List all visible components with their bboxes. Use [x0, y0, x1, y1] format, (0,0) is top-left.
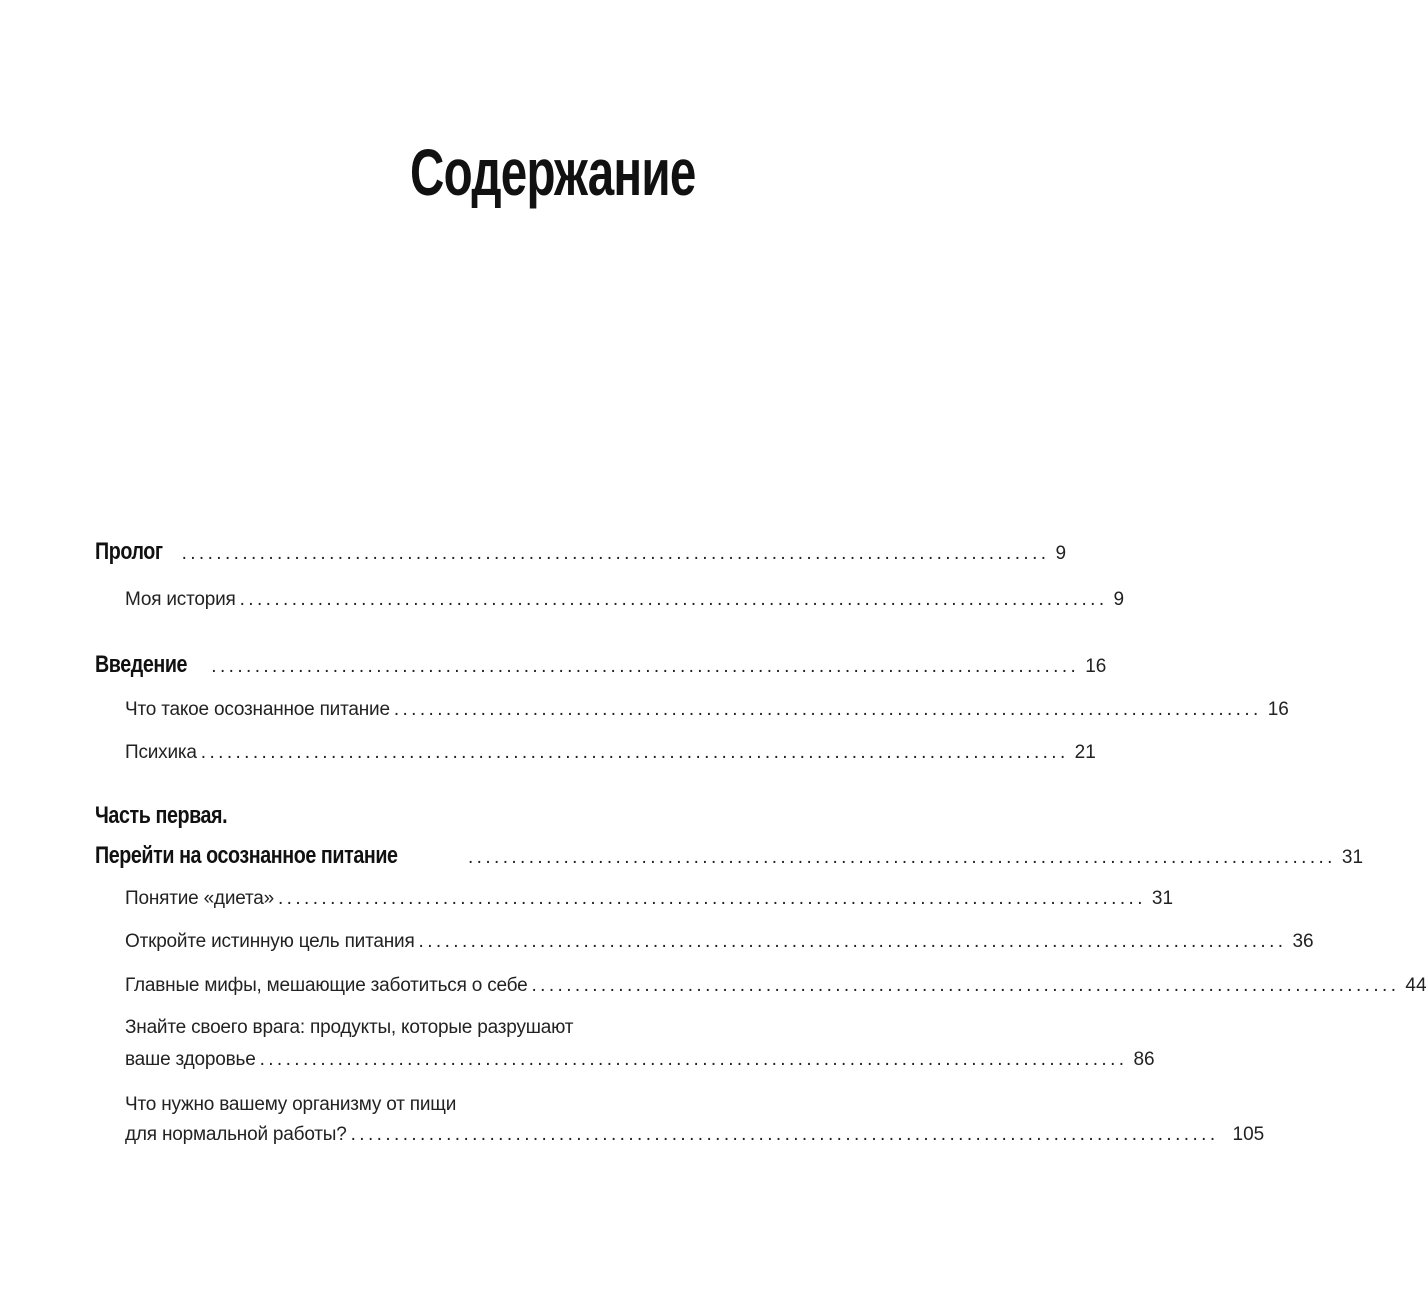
toc-entry-label: Перейти на осознанное питание [95, 842, 398, 869]
toc-page-number: 44 [1405, 975, 1427, 996]
toc-entry-label: Главные мифы, мешающие заботиться о себе [125, 975, 528, 996]
toc-entry-label: Введение [95, 651, 188, 678]
page-title: Содержание [410, 135, 696, 209]
toc-entry-goal[interactable] [125, 931, 1314, 953]
toc-entry-diet[interactable] [125, 888, 1174, 910]
dot-leader: .................................................................................................... [211, 656, 1080, 677]
toc-page-number: 21 [1074, 742, 1096, 763]
toc-entry-label: ваше здоровье [125, 1049, 256, 1070]
toc-entry-psyche[interactable] [125, 742, 1096, 764]
dot-leader: .................................................................................................... [239, 589, 1108, 610]
dot-leader: .................................................................................................... [531, 975, 1400, 996]
dot-leader: .................................................................................................... [467, 847, 1336, 868]
toc-part-heading-line [95, 802, 256, 830]
toc-entry-label: Понятие «диета» [125, 888, 274, 909]
toc-entry-label: Моя история [125, 589, 236, 610]
dot-leader: .................................................................................................... [181, 543, 1050, 564]
toc-entry-first-line [125, 1094, 456, 1116]
toc-page-number: 9 [1055, 543, 1067, 564]
dot-leader: .................................................................................................... [393, 699, 1262, 720]
toc-entry-myths[interactable] [125, 975, 1427, 997]
toc-entry-part1[interactable] [95, 842, 1364, 870]
toc-page-number: 31 [1151, 888, 1174, 909]
toc-entry-prolog[interactable] [95, 538, 1067, 566]
toc-entry-what-is[interactable] [125, 699, 1289, 721]
toc-entry-label: Что такое осознанное питание [125, 699, 390, 720]
toc-page-number: 31 [1341, 847, 1364, 868]
toc-page-number: 16 [1085, 656, 1107, 677]
toc-page-number: 16 [1267, 699, 1289, 720]
toc-page-number: 86 [1133, 1049, 1155, 1070]
toc-page-number: 105 [1232, 1124, 1265, 1145]
dot-leader: .................................................................................................... [278, 888, 1146, 909]
toc-part-label: Часть первая. [95, 802, 228, 829]
toc-page-number: 36 [1292, 931, 1314, 952]
toc-page-number: 9 [1113, 589, 1125, 610]
dot-leader: .................................................................................................... [350, 1124, 1219, 1145]
dot-leader: .................................................................................................... [259, 1049, 1128, 1070]
toc-entry-first-line [125, 1017, 573, 1039]
toc-entry-my-story[interactable] [125, 589, 1125, 611]
toc-entry-label-line1: Что нужно вашему организму от пищи [125, 1094, 457, 1115]
dot-leader: .................................................................................................... [200, 742, 1069, 763]
toc-entry-label-line1: Знайте своего врага: продукты, которые разрушают [125, 1017, 574, 1038]
toc-entry-label: Откройте истинную цель питания [125, 931, 415, 952]
table-of-contents [95, 0, 1427, 1311]
toc-entry-enemy[interactable] [125, 1049, 1155, 1071]
toc-entry-label: Психика [125, 742, 197, 763]
toc-entry-needs[interactable] [125, 1124, 1265, 1146]
dot-leader: .................................................................................................... [418, 931, 1287, 952]
toc-entry-label: для нормальной работы? [125, 1124, 347, 1145]
toc-entry-intro[interactable] [95, 651, 1107, 679]
toc-entry-label: Пролог [95, 538, 163, 565]
